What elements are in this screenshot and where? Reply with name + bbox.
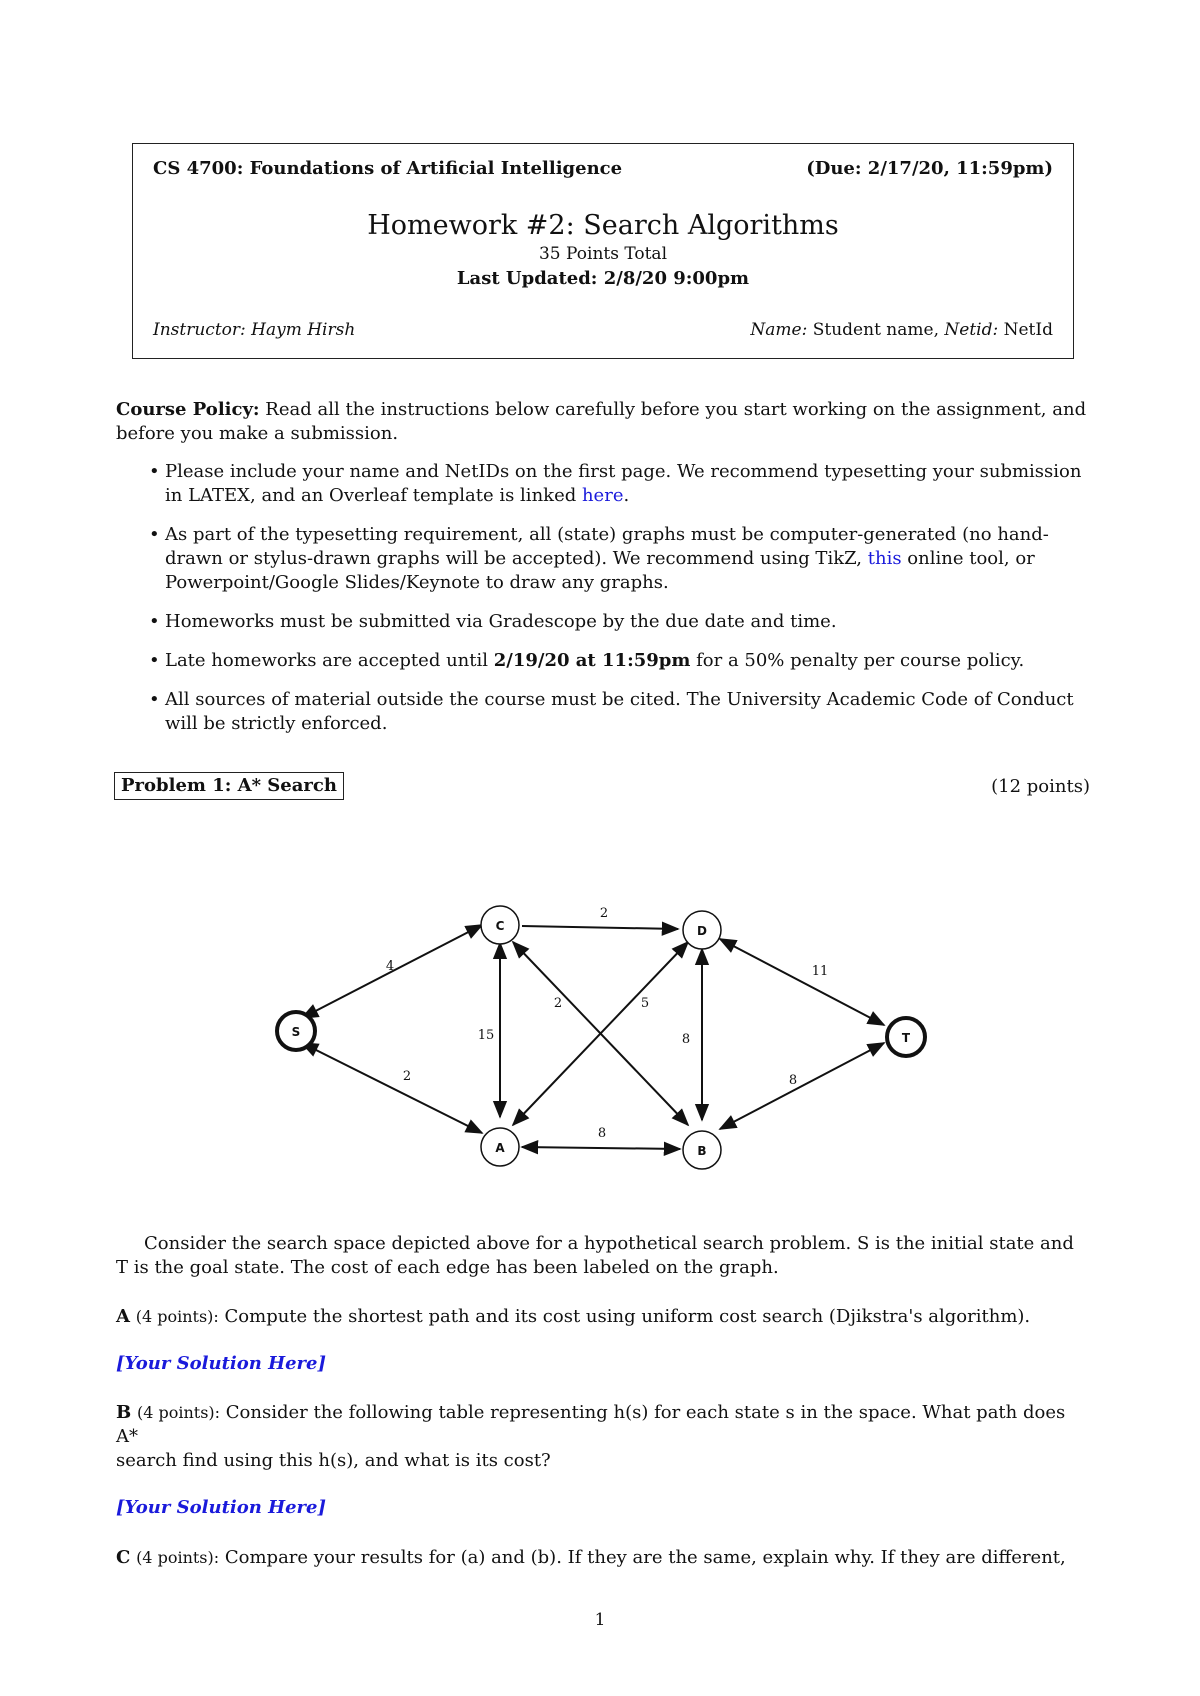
part-b-text-line1: Consider the following table representing h(s) for each state s in the space. What path does A* bbox=[116, 1402, 1066, 1447]
homework-title: Homework #2: Search Algorithms bbox=[367, 210, 839, 241]
bullet-icon: • bbox=[149, 524, 160, 545]
bullet-text-end: for a 50% penalty per course policy. bbox=[690, 650, 1025, 671]
header-box bbox=[132, 143, 1074, 359]
list-item bbox=[116, 523, 1090, 595]
part-a bbox=[116, 1305, 1090, 1329]
list-item bbox=[116, 460, 1090, 508]
edge-label-ca: 15 bbox=[477, 1028, 495, 1043]
netid-label: Netid: bbox=[944, 320, 999, 340]
bullet-text: As part of the typesetting requirement, all (state) graphs must be computer-generated (no hand-drawn or stylus-drawn graphs will be accepted). We recommend using TikZ, bbox=[165, 524, 1049, 569]
bullet-icon: • bbox=[149, 611, 160, 632]
edge-label-dt: 11 bbox=[811, 964, 829, 979]
course-policy bbox=[116, 398, 1090, 446]
problem-1-points: (12 points) bbox=[991, 776, 1090, 797]
part-a-label: A bbox=[116, 1306, 130, 1327]
edge-c-d bbox=[522, 926, 678, 929]
policy-text: Read all the instructions below carefully before you start working on the assignment, and before you make a submission. bbox=[116, 399, 1087, 444]
part-a-text: Compute the shortest path and its cost using uniform cost search (Djikstra's algorithm). bbox=[224, 1306, 1031, 1327]
late-deadline: 2/19/20 at 11:59pm bbox=[493, 650, 691, 671]
bullet-text-end: . bbox=[623, 485, 630, 506]
bullet-text: Please include your name and NetIDs on the first page. We recommend typesetting your submission in LATEX, and an Overleaf template is linked bbox=[165, 461, 1082, 506]
node-label-a: A bbox=[495, 1141, 505, 1155]
list-item bbox=[116, 649, 1090, 673]
online-tool-link[interactable]: this bbox=[867, 548, 902, 569]
edge-label-cb: 2 bbox=[553, 996, 563, 1011]
course-title: CS 4700: Foundations of Artificial Intelligence bbox=[153, 158, 623, 179]
name-label: Name: bbox=[750, 320, 808, 340]
bullet-text: Homeworks must be submitted via Gradescope by the due date and time. bbox=[165, 611, 837, 632]
part-c-text: Compare your results for (a) and (b). If they are the same, explain why. If they are different, bbox=[224, 1547, 1066, 1568]
edge-b-t bbox=[720, 1043, 884, 1129]
part-c bbox=[116, 1546, 1090, 1570]
name-netid-field bbox=[750, 320, 1053, 340]
edge-label-db: 8 bbox=[681, 1032, 691, 1047]
problem-intro: Consider the search space depicted above for a hypothetical search problem. S is the initial state and T is the goal state. The cost of each edge has been labeled on the graph. bbox=[116, 1233, 1074, 1278]
list-item bbox=[116, 688, 1090, 736]
last-updated: Last Updated: 2/8/20 9:00pm bbox=[456, 268, 750, 289]
edge-d-t bbox=[720, 939, 884, 1025]
node-label-d: D bbox=[697, 924, 707, 938]
part-b-solution-placeholder: [Your Solution Here] bbox=[116, 1497, 326, 1518]
part-b bbox=[116, 1401, 1090, 1473]
node-label-c: C bbox=[495, 919, 505, 933]
edge-a-b bbox=[522, 1147, 680, 1149]
edge-label-ab: 8 bbox=[597, 1126, 607, 1141]
node-label-s: S bbox=[291, 1025, 301, 1039]
part-a-points: (4 points): bbox=[135, 1307, 219, 1326]
template-link[interactable]: here bbox=[581, 485, 624, 506]
part-a-solution-placeholder: [Your Solution Here] bbox=[116, 1353, 326, 1374]
part-c-label: C bbox=[116, 1547, 131, 1568]
name-value: Student name, bbox=[812, 320, 939, 340]
instructions-list bbox=[116, 460, 1090, 751]
edge-s-a bbox=[302, 1043, 482, 1133]
policy-label: Course Policy: bbox=[116, 399, 260, 420]
edge-label-ad: 5 bbox=[640, 996, 650, 1011]
edge-label-bt: 8 bbox=[788, 1073, 798, 1088]
points-total: 35 Points Total bbox=[538, 244, 668, 264]
bullet-text: All sources of material outside the course must be cited. The University Academic Code of Conduct will be strictly enforced. bbox=[165, 689, 1074, 734]
netid-value: NetId bbox=[1003, 320, 1053, 340]
bullet-icon: • bbox=[149, 689, 160, 710]
edge-label-sc: 4 bbox=[385, 959, 395, 974]
part-c-points: (4 points): bbox=[136, 1548, 220, 1567]
part-b-label: B bbox=[116, 1402, 132, 1423]
search-graph-diagram bbox=[250, 880, 950, 1180]
instructor: Instructor: Haym Hirsh bbox=[153, 320, 356, 340]
bullet-text: Late homeworks are accepted until bbox=[165, 650, 494, 671]
list-item bbox=[116, 610, 1090, 634]
bullet-text-end: online tool, or Powerpoint/Google Slides/Keynote to draw any graphs. bbox=[165, 548, 1035, 593]
part-b-points: (4 points): bbox=[136, 1403, 221, 1422]
part-b-text-line2: search find using this h(s), and what is its cost? bbox=[116, 1450, 551, 1471]
node-label-t: T bbox=[901, 1031, 911, 1045]
bullet-icon: • bbox=[149, 650, 160, 671]
problem-1-title: Problem 1: A* Search bbox=[114, 772, 344, 800]
edge-label-cd: 2 bbox=[599, 906, 609, 921]
page-number: 1 bbox=[594, 1610, 606, 1630]
bullet-icon: • bbox=[149, 461, 160, 482]
due-date: (Due: 2/17/20, 11:59pm) bbox=[806, 158, 1053, 179]
edge-label-sa: 2 bbox=[402, 1069, 412, 1084]
node-label-b: B bbox=[697, 1144, 707, 1158]
